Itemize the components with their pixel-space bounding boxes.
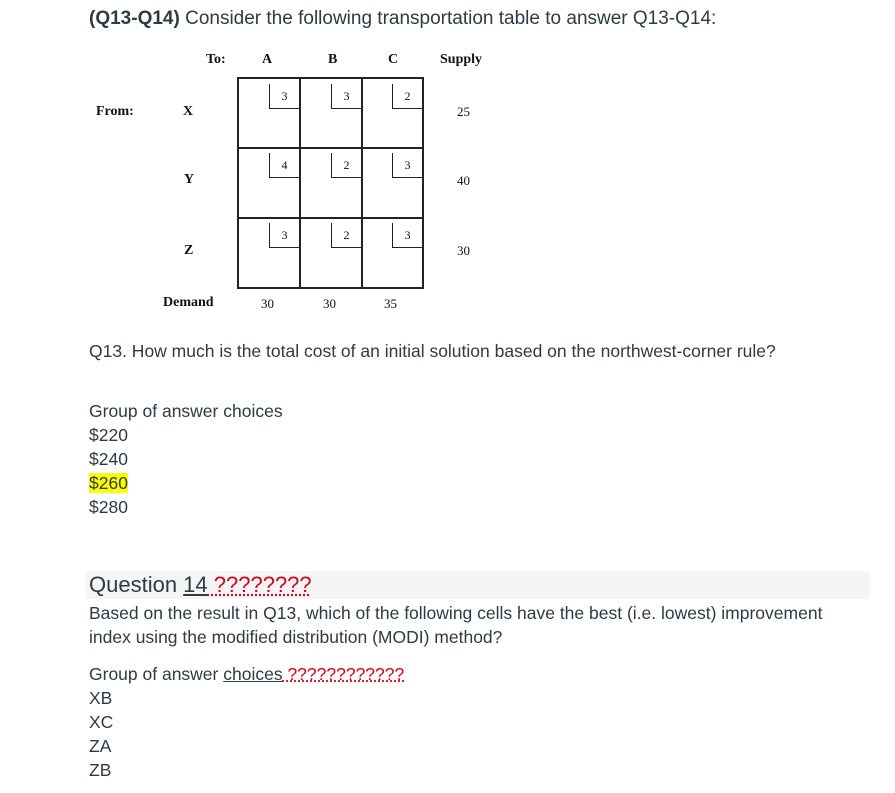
q14-choice[interactable]: XB — [89, 688, 113, 708]
q14-choice[interactable]: ZB — [89, 760, 112, 780]
cost-cell: 3 — [269, 84, 299, 109]
heading-text: Consider the following transportation table to answer Q13-Q14: — [179, 8, 717, 29]
supply-y: 40 — [457, 173, 470, 188]
q14-title-word: Question — [89, 572, 184, 597]
section-heading — [89, 8, 716, 30]
column-header-a: A — [262, 52, 273, 67]
cost-cell: 2 — [331, 223, 361, 248]
from-label: From: — [96, 104, 134, 119]
q13-text: Q13. How much is the total cost of an initial solution based on the northwest-corner rule? — [89, 341, 776, 361]
column-header-b: B — [328, 52, 338, 67]
q14-title-marks: ???????? — [207, 572, 312, 597]
q13-choice[interactable]: $220 — [89, 425, 128, 445]
to-label: To: — [206, 52, 226, 67]
demand-b: 30 — [323, 296, 336, 311]
supply-x: 25 — [457, 104, 470, 119]
cost-grid — [237, 77, 424, 289]
q14-title-number: 14 — [183, 572, 208, 597]
supply-header: Supply — [440, 52, 483, 67]
column-header-c: C — [388, 52, 399, 67]
q13-choice-highlighted[interactable] — [89, 471, 128, 495]
demand-label: Demand — [163, 295, 214, 310]
heading-question-range: (Q13-Q14) — [89, 8, 180, 29]
q13-choices-label: Group of answer choices — [89, 401, 283, 421]
q14-choices-label-b: choices — [223, 664, 283, 684]
q13-choice[interactable]: $280 — [89, 497, 128, 517]
q14-choice[interactable]: ZA — [89, 736, 112, 756]
cost-cell: 3 — [392, 153, 422, 178]
row-label-y: Y — [184, 172, 195, 187]
highlighted-answer: $260 — [89, 473, 128, 493]
q13-choice[interactable]: $240 — [89, 449, 128, 469]
cost-cell: 2 — [331, 153, 361, 178]
row-label-z: Z — [184, 243, 194, 258]
supply-z: 30 — [457, 243, 470, 258]
q14-choices-label-marks: ???????????? — [282, 664, 405, 684]
cost-cell: 4 — [269, 153, 299, 178]
cost-cell: 2 — [392, 84, 422, 109]
cost-cell: 3 — [392, 223, 422, 248]
q14-title — [89, 572, 312, 598]
q14-text: Based on the result in Q13, which of the following cells have the best (i.e. lowest) improvement index using the modified distribution (MODI) method? — [89, 603, 823, 647]
demand-a: 30 — [261, 296, 274, 311]
demand-c: 35 — [384, 296, 397, 311]
cost-cell: 3 — [331, 84, 361, 109]
row-label-x: X — [183, 104, 194, 119]
q14-choices-label — [89, 662, 404, 686]
cost-cell: 3 — [269, 223, 299, 248]
q14-choice[interactable]: XC — [89, 712, 114, 732]
q14-choices-label-a: Group of answer — [89, 664, 224, 684]
